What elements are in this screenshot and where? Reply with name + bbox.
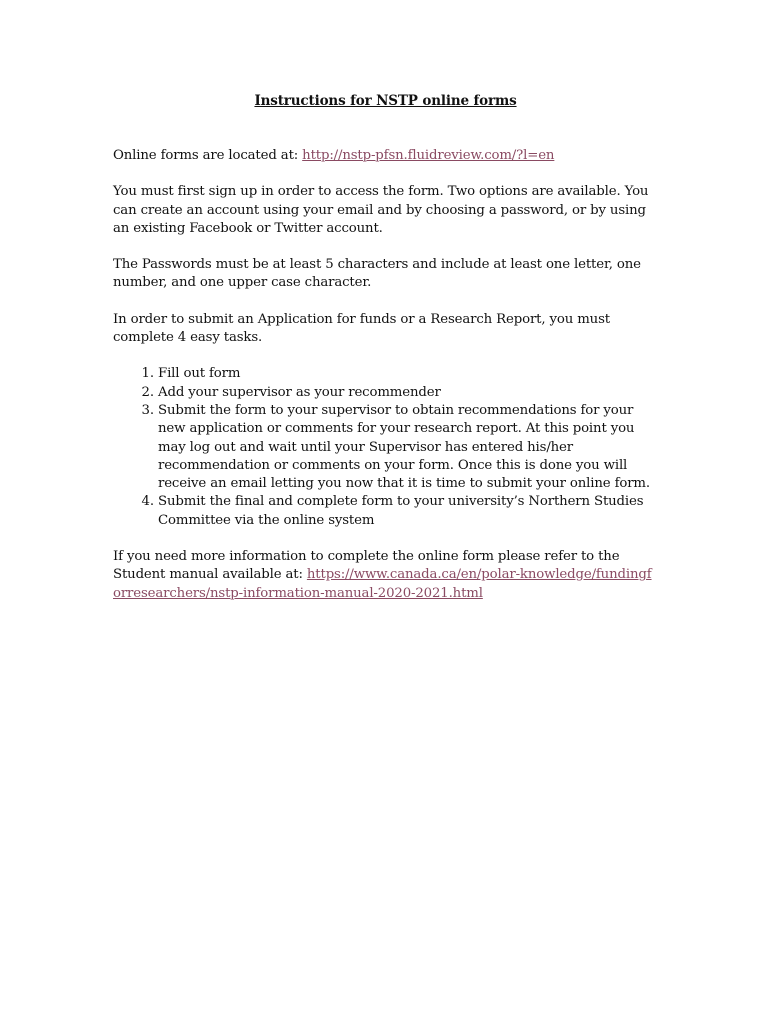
forms-location-link[interactable]: http://nstp-pfsn.fluidreview.com/?l=en: [302, 148, 555, 163]
page-title: Instructions for NSTP online forms: [254, 93, 517, 109]
manual-link[interactable]: https://www.canada.ca/en/polar-knowledge/fundingforresearchers/nstp-information-manual-2020-2021.html: [113, 567, 652, 601]
list-item: 1. Fill out form: [158, 365, 658, 383]
forms-location-paragraph: [113, 147, 658, 165]
more-info-paragraph: [113, 548, 658, 603]
more-info-text: If you need more information to complete the online form please refer to the Student manual available at:: [113, 549, 620, 583]
list-item: 3. Submit the form to your supervisor to obtain recommendations for your new application or comments for your research report. At this point you may log out and wait until your Supervisor has entered his/her recommendation or comments on your form. Once this is done you will receive an email letting you now that it is time to submit your online form.: [158, 402, 658, 493]
signup-paragraph: You must first sign up in order to access the form. Two options are available. You can create an account using your email and by choosing a password, or by using an existing Facebook or Twitter account.: [113, 184, 649, 236]
forms-location-text: Online forms are located at:: [113, 148, 303, 163]
tasks-intro-paragraph: In order to submit an Application for funds or a Research Report, you must complete 4 easy tasks.: [113, 311, 610, 346]
tasks-list: [113, 365, 658, 530]
list-item: 4. Submit the final and complete form to your university’s Northern Studies Committee via the online system: [158, 493, 658, 530]
list-item: 2. Add your supervisor as your recommender: [158, 384, 658, 402]
password-paragraph: The Passwords must be at least 5 characters and include at least one letter, one number, and one upper case character.: [113, 257, 641, 291]
document-body: [113, 91, 658, 621]
